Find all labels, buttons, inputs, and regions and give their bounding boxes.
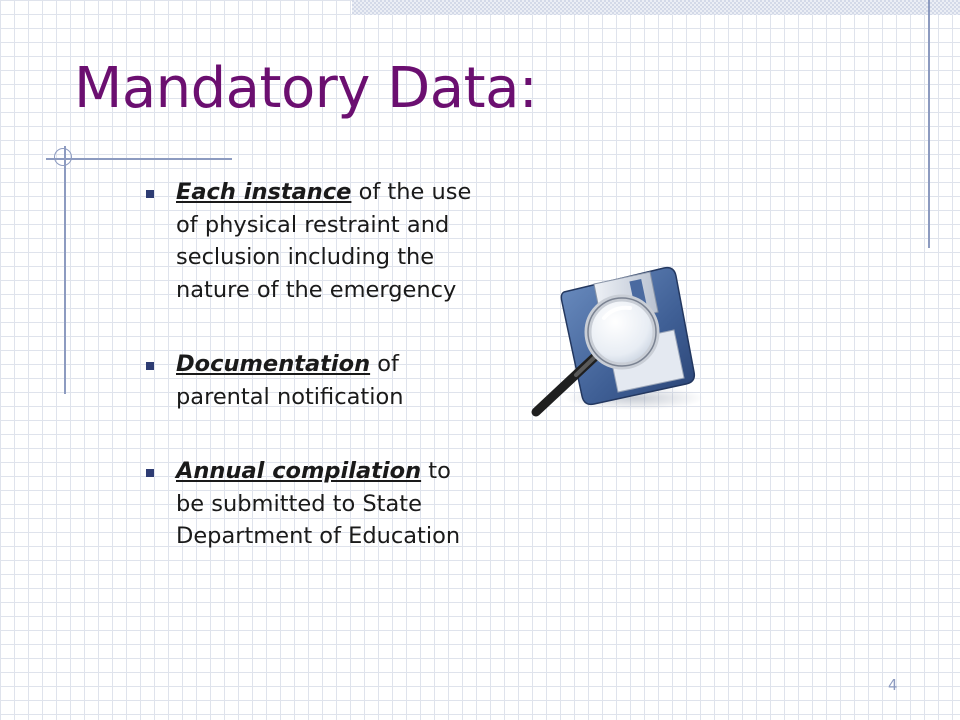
bullet-text: to be submitted to State Department of Education — [176, 458, 461, 549]
slide-title: Mandatory Data: — [74, 56, 538, 121]
square-bullet-icon — [146, 469, 154, 477]
bullet-emphasis: Each instance — [176, 179, 352, 205]
bullet-item — [146, 455, 486, 553]
title-underline-accent — [46, 158, 232, 160]
bullet-list — [146, 176, 486, 595]
crosshair-circle-icon — [54, 148, 72, 166]
right-accent-line — [928, 0, 930, 248]
left-accent-line — [64, 146, 66, 394]
bullet-item — [146, 348, 486, 413]
floppy-disk-magnifier-icon — [524, 262, 704, 426]
top-decorative-bar — [352, 0, 960, 15]
square-bullet-icon — [146, 362, 154, 370]
bullet-item — [146, 176, 486, 306]
square-bullet-icon — [146, 190, 154, 198]
bullet-text: of parental notification — [176, 351, 404, 410]
bullet-emphasis: Documentation — [176, 351, 371, 377]
page-number: 4 — [888, 676, 898, 694]
bullet-emphasis: Annual compilation — [176, 458, 422, 484]
bullet-text: of the use of physical restraint and seclusion including the nature of the emergency — [176, 179, 472, 303]
